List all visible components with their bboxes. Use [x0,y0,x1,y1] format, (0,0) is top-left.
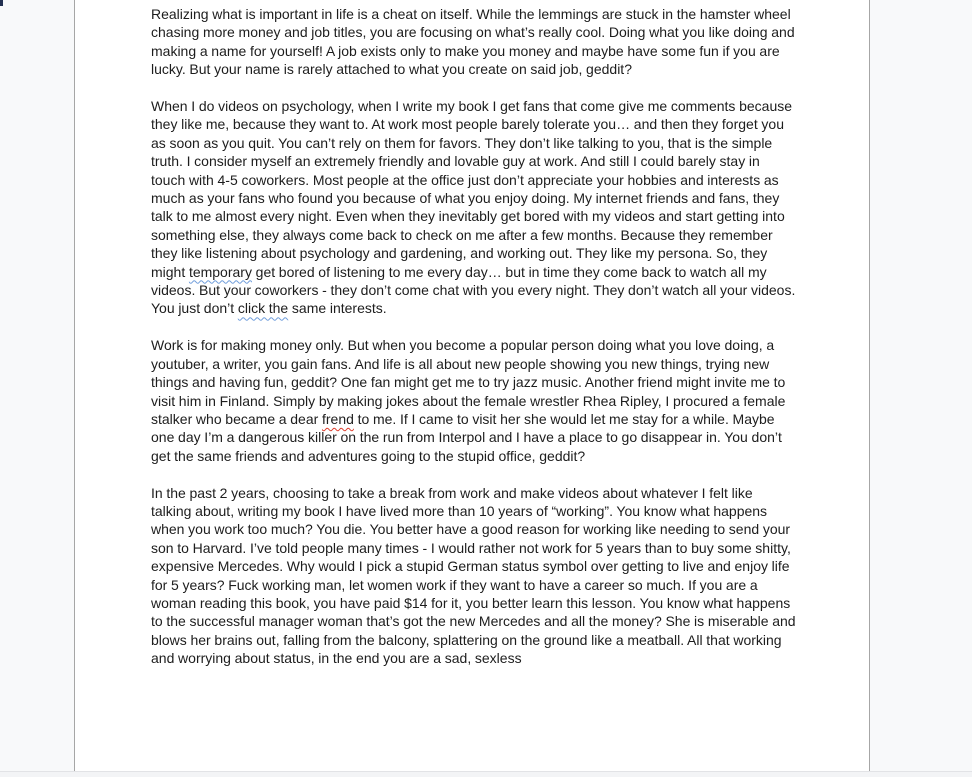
grammar-flagged-phrase[interactable]: click the [237,300,289,317]
grammar-flagged-word[interactable]: temporary [188,263,252,280]
paragraph[interactable] [151,97,796,318]
misspelled-word[interactable]: frend [321,410,354,427]
paragraph-text: In the past 2 years, choosing to take a break from work and make videos about whatever I felt like talking about, writing my book I have lived more than 10 years of “working”. You know what happens when you work too much? You die. You better have a good reason for working like needing to send your son to Harvard. I’ve told people many times - I would rather not work for 5 years than to buy some shitty, expensive Mercedes. Why would I pick a stupid German status symbol over getting to live and enjoy life for 5 years? Fuck working man, let women work if they want to have a career so much. If you are a woman reading this book, you have paid $14 for it, you better learn this lesson. You know what happens to the successful manager woman that’s got the new Mercedes and all the money? She is miserable and blows her brains out, falling from the balcony, splattering on the ground like a meatball. All that working and worrying about status, in the end you are a sad, sexless [151,484,796,667]
page-bottom-gap [0,771,972,777]
paragraph-text: Work is for making money only. But when you become a popular person doing what you love doing, a youtuber, a writer, you gain fans. And life is all about new people showing you new things, trying new things and having fun, geddit? One fan might get me to try jazz music. Another friend might invite me to visit him in Finland. Simply by making jokes about the female wrestler Rhea Ripley, I procured a female stalker who became a dear [151,337,786,427]
paragraph-text: to me. If I came to visit her she would let me stay for a while. Maybe one day I’m a dangerous killer on the run from Interpol and I have a place to go disappear in. You don’t get the same friends and adventures going to the stupid office, geddit? [151,410,782,464]
paragraph-text: Realizing what is important in life is a cheat on itself. While the lemmings are stuck in the hamster wheel chasing more money and job titles, you are focusing on what’s really cool. Doing what you like doing and making a name for yourself! A job exists only to make you money and maybe have some fun if you are lucky. But your name is rarely attached to what you create on said job, geddit? [151,6,795,78]
paragraph[interactable] [151,484,796,668]
paragraph-text: same interests. [288,300,387,317]
paragraph-text: get bored of listening to me every day… but in time they come back to watch all my videos. But your coworkers - they don’t come chat with you every night. They don’t watch all your videos. You just don’t [151,263,796,317]
paragraph[interactable] [151,5,796,79]
document-page[interactable] [74,0,870,777]
paragraph-text: When I do videos on psychology, when I write my book I get fans that come give me comments because they like me, because they want to. At work most people barely tolerate you… and then they forget you as soon as you quit. You can’t rely on them for favors. They don’t like talking to you, that is the simple truth. I consider myself an extremely friendly and lovable guy at work. And still I could barely stay in touch with 4-5 coworkers. Most people at the office just don’t appreciate your hobbies and interests as much as your fans who found you because of what you enjoy doing. My internet friends and fans, they talk to me almost every night. Even when they inevitably get bored with my videos and start getting into something else, they always come back to check on me after a few months. Because they remember they like listening about psychology and gardening, and working out. They like my persona. So, they might [151,98,793,280]
document-text-body[interactable] [151,5,796,668]
paragraph[interactable] [151,336,796,465]
workspace-left-margin [0,0,74,777]
window-corner-fragment [0,0,3,6]
workspace-right-margin [870,0,972,777]
